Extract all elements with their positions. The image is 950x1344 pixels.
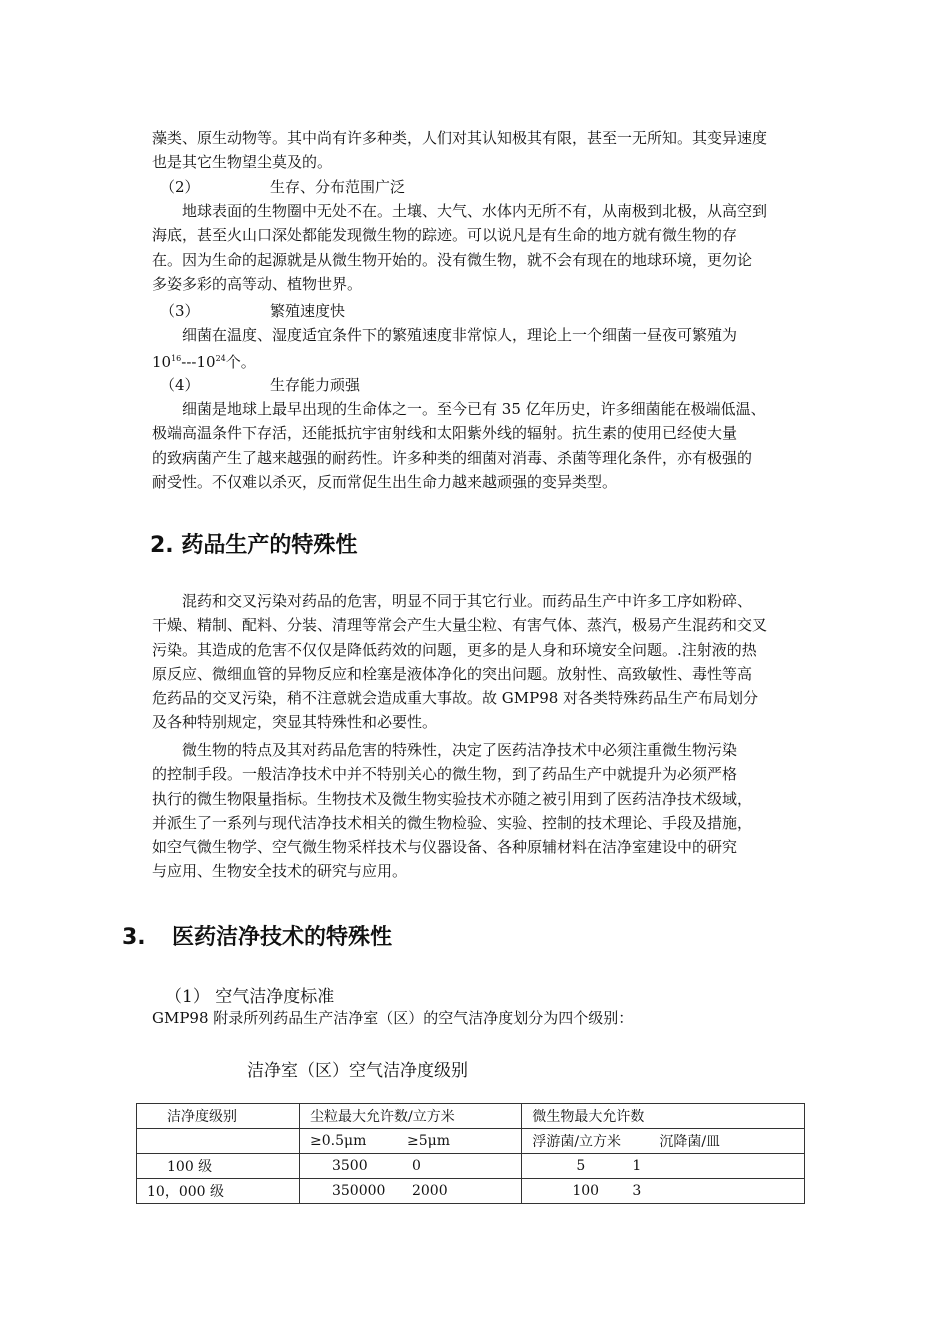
text-line: 细菌在温度、湿度适宜条件下的繁殖速度非常惊人，理论上一个细菌一昼夜可繁殖为	[182, 326, 738, 344]
list-title: 繁殖速度快	[270, 302, 346, 320]
text-line: 并派生了一系列与现代洁净技术相关的微生物检验、实验、控制的技术理论、手段及措施，	[152, 813, 753, 832]
paragraph-cross-contamination	[152, 589, 812, 735]
section-heading-3	[122, 920, 392, 951]
cell-settling: 1	[632, 1158, 642, 1174]
list-number: （3）	[160, 302, 200, 320]
list-title: 生存、分布范围广泛	[270, 178, 406, 196]
text-line: 混药和交叉污染对药品的危害，明显不同于其它行业。而药品生产中许多工序如粉碎、	[182, 592, 753, 610]
text-line: 危药品的交叉污染，稍不注意就会造成重大事故。故 GMP98 对各类特殊药品生产布局划分	[152, 689, 759, 708]
text-line: 地球表面的生物圈中无处不在。土壤、大气、水体内无所不有，从南极到北极，从高空到	[182, 202, 768, 220]
cell-p5: 0	[411, 1158, 421, 1174]
size-05: ≥0.5μm	[309, 1133, 367, 1149]
text-line: 海底，甚至火山口深处都能发现微生物的踪迹。可以说凡是有生命的地方就有微生物的存	[152, 226, 738, 245]
text-line: 执行的微生物限量指标。生物技术及微生物实验技术亦随之被引用到了医药洁净技术级域，	[152, 789, 753, 808]
cell-microbes	[522, 1179, 805, 1204]
text-line: 如空气微生物学、空气微生物采样技术与仪器设备、各种原辅材料在洁净室建设中的研究	[152, 838, 738, 857]
subheader-cell-microbes	[522, 1129, 805, 1154]
text-line	[152, 347, 812, 374]
text-line: 多姿多彩的高等动、植物世界。	[152, 274, 363, 293]
cell-level: 10，000 级	[137, 1179, 300, 1204]
text-line: 及各种特别规定，突显其特殊性和必要性。	[152, 713, 438, 732]
text-line: 的致病菌产生了越来越强的耐药性。许多种类的细菌对消毒、杀菌等理化条件，亦有极强的	[152, 448, 753, 467]
list-item-3	[160, 300, 345, 321]
size-5: ≥5μm	[406, 1133, 450, 1149]
text-line: 与应用、生物安全技术的研究与应用。	[152, 862, 408, 881]
table-header-row	[137, 1104, 805, 1129]
list-item-4	[160, 374, 360, 395]
cell-p05: 350000	[331, 1183, 386, 1199]
cell-floating: 100	[572, 1183, 600, 1199]
cell-floating: 5	[576, 1158, 586, 1174]
gmp-intro-line: GMP98 附录所列药品生产洁净室（区）的空气洁净度划分为四个级别：	[152, 1009, 634, 1027]
exponent: 16	[171, 354, 182, 364]
subsection-air-cleanliness: （1） 空气洁净度标准	[165, 987, 335, 1007]
floating-bacteria-label: 浮游菌/立方米	[532, 1134, 622, 1150]
list-number: （2）	[160, 178, 200, 196]
text-line: 耐受性。不仅难以杀灭，反而常促生出生命力越来越顽强的变异类型。	[152, 472, 618, 491]
subheader-cell-particles	[299, 1129, 521, 1154]
heading-number: 3.	[122, 925, 146, 950]
cell-microbes	[522, 1154, 805, 1179]
text-line: 极端高温条件下存活，还能抵抗宇宙射线和太阳紫外线的辐射。抗生素的使用已经使大量	[152, 424, 738, 443]
text-line: 藻类、原生动物等。其中尚有许多种类，人们对其认知极其有限，甚至一无所知。其变异速度	[152, 129, 768, 147]
text-line: 干燥、精制、配料、分装、清理等常会产生大量尘粒、有害气体、蒸汽，极易产生混药和交叉	[152, 616, 768, 635]
cell-level: 100 级	[137, 1154, 300, 1179]
table-subheader-row	[137, 1129, 805, 1154]
cell-particles	[299, 1154, 521, 1179]
cell-settling: 3	[632, 1183, 642, 1199]
cell-p05: 3500	[331, 1158, 368, 1174]
settling-bacteria-label: 沉降菌/皿	[659, 1134, 721, 1150]
section-heading-2: 2. 药品生产的特殊性	[150, 533, 358, 558]
list-title: 生存能力顽强	[270, 376, 361, 394]
text-line: 原反应、微细血管的异物反应和栓塞是液体净化的突出问题。放射性、高致敏性、毒性等高	[152, 664, 753, 683]
header-cell-particles: 尘粒最大允许数/立方米	[299, 1104, 521, 1129]
text-line: 微生物的特点及其对药品危害的特殊性，决定了医药洁净技术中必须注重微生物污染	[182, 741, 738, 759]
paragraph-microbe-control	[152, 738, 812, 884]
paragraph-reproduction	[152, 323, 812, 375]
text-tail: 个。	[225, 353, 256, 372]
cleanliness-table	[136, 1103, 805, 1204]
header-cell-level: 洁净度级别	[137, 1104, 300, 1129]
list-item-2	[160, 176, 405, 197]
table-row	[137, 1154, 805, 1179]
cell-particles	[299, 1179, 521, 1204]
header-cell-microbes: 微生物最大允许数	[522, 1104, 805, 1129]
exponent-base: ---10	[181, 353, 216, 372]
text-line: 细菌是地球上最早出现的生命体之一。至今已有 35 亿年历史，许多细菌能在极端低温、	[182, 400, 766, 418]
list-number: （4）	[160, 376, 200, 394]
text-line: 的控制手段。一般洁净技术中并不特别关心的微生物，到了药品生产中就提升为必须严格	[152, 765, 738, 784]
paragraph-survival	[152, 397, 812, 494]
paragraph-distribution	[152, 199, 812, 296]
table-row	[137, 1179, 805, 1204]
cell-p5: 2000	[411, 1183, 448, 1199]
paragraph-microbe-types	[152, 126, 812, 175]
heading-title: 医药洁净技术的特殊性	[172, 925, 393, 950]
text-line: 污染。其造成的危害不仅仅是降低药效的问题，更多的是人身和环境安全问题。.注射液的热	[152, 640, 757, 659]
text-line: 也是其它生物望尘莫及的。	[152, 153, 333, 172]
empty-cell	[137, 1129, 300, 1154]
text-line: 在。因为生命的起源就是从微生物开始的。没有微生物，就不会有现在的地球环境，更勿论	[152, 250, 753, 269]
table-caption: 洁净室（区）空气洁净度级别	[247, 1061, 468, 1081]
exponent-base: 10	[152, 353, 172, 372]
exponent: 24	[215, 354, 226, 364]
